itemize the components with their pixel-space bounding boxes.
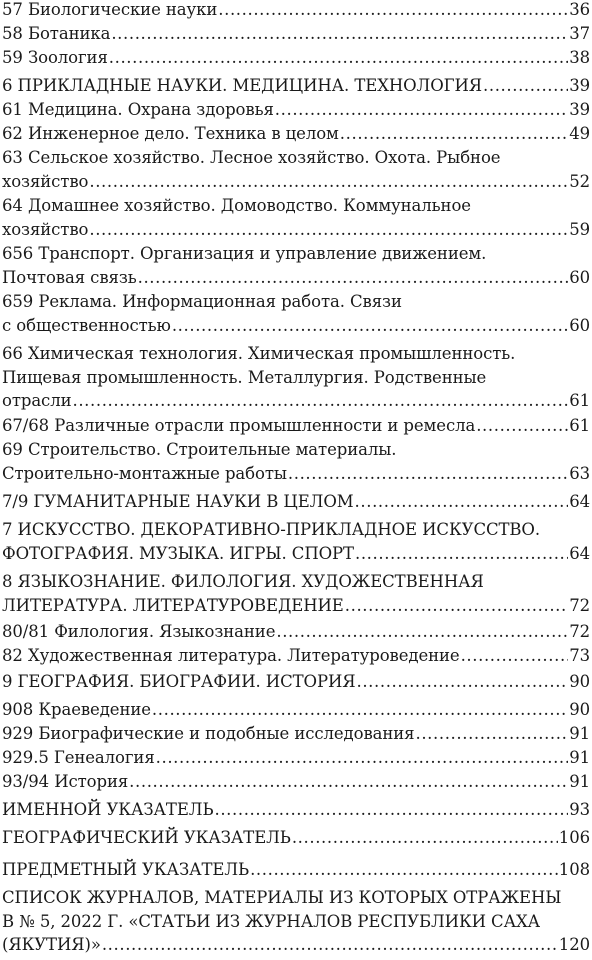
toc-entry-text: (ЯКУТИЯ)» [2, 935, 101, 954]
toc-entry-text: В № 5, 2022 Г. «СТАТЬИ ИЗ ЖУРНАЛОВ РЕСПУБЛИКИ САХА [2, 911, 541, 931]
toc-entry-text: 69 Строительство. Строительные материалы. [2, 440, 397, 459]
dot-leader [172, 314, 568, 338]
toc-entry [2, 490, 590, 516]
toc-entry-text: СПИСОК ЖУРНАЛОВ, МАТЕРИАЛЫ ИЗ КОТОРЫХ ОТРАЖЕНЫ [2, 888, 562, 907]
toc-entry [2, 414, 590, 440]
toc-entry [2, 798, 590, 824]
toc-entry [2, 46, 590, 72]
toc-entry-text: 908 Краеведение [2, 700, 151, 719]
dot-leader [275, 98, 568, 122]
page-number: 90 [569, 700, 590, 719]
toc-entry-text: 63 Сельское хозяйство. Лесное хозяйство. Охота. Рыбное [2, 148, 501, 167]
page-number: 120 [558, 935, 590, 954]
toc-line [2, 644, 590, 668]
toc-entry [2, 858, 590, 884]
toc-entry-text: 6 ПРИКЛАДНЫЕ НАУКИ. МЕДИЦИНА. ТЕХНОЛОГИЯ [2, 76, 482, 95]
dot-leader [109, 46, 568, 70]
toc-entry-text: 61 Медицина. Охрана здоровья [2, 100, 274, 119]
dot-leader [111, 22, 568, 46]
toc-line [2, 218, 590, 242]
toc-entry-text: 59 Зоология [2, 48, 108, 67]
page-number: 39 [569, 100, 590, 119]
toc-entry-text: 57 Биологические науки [2, 0, 218, 19]
dot-leader [355, 542, 568, 566]
toc-entry [2, 644, 590, 670]
toc-entry-text: ФОТОГРАФИЯ. МУЗЫКА. ИГРЫ. СПОРТ [2, 543, 354, 563]
toc-entry-text: 929.5 Генеалогия [2, 748, 155, 767]
toc-line [2, 542, 590, 566]
toc-entry-text: 9 ГЕОГРАФИЯ. БИОГРАФИИ. ИСТОРИЯ [2, 672, 356, 691]
toc-line [2, 46, 590, 70]
toc-entry [2, 698, 590, 724]
toc-entry [2, 0, 590, 24]
toc-line [2, 98, 590, 122]
toc-line [2, 910, 590, 934]
toc-entry-text: 66 Химическая технология. Химическая промышленность. [2, 344, 516, 363]
dot-leader [340, 122, 568, 146]
page-number: 93 [569, 800, 590, 819]
toc-entry-text: хозяйство [2, 171, 89, 191]
toc-line [2, 886, 590, 910]
page-number: 90 [569, 672, 590, 691]
toc-line [2, 146, 590, 170]
toc-entry-text: 62 Инженерное дело. Техника в целом [2, 124, 339, 143]
toc-entry [2, 670, 590, 696]
toc-line [2, 0, 590, 22]
toc-entry [2, 746, 590, 772]
page-number: 91 [569, 772, 590, 791]
toc-entry-text: хозяйство [2, 219, 89, 239]
page-number: 108 [558, 860, 590, 879]
toc-entry-text: 82 Художественная литература. Литературоведение [2, 646, 460, 665]
toc-line [2, 620, 590, 644]
toc-entry [2, 74, 590, 100]
toc-entry [2, 570, 590, 619]
toc-line [2, 314, 590, 338]
toc-line [2, 570, 590, 594]
toc-entry-text: 7 ИСКУССТВО. ДЕКОРАТИВНО-ПРИКЛАДНОЕ ИСКУССТВО. [2, 520, 541, 539]
toc-line [2, 74, 590, 98]
toc-entry [2, 122, 590, 148]
page-number: 72 [569, 622, 590, 641]
toc-line [2, 170, 590, 194]
dot-leader [89, 218, 568, 242]
toc-line [2, 290, 590, 314]
toc-entry [2, 342, 590, 415]
page-number: 38 [569, 48, 590, 67]
toc-entry-text: 8 ЯЗЫКОЗНАНИЕ. ФИЛОЛОГИЯ. ХУДОЖЕСТВЕННАЯ [2, 572, 484, 591]
page-number: 72 [569, 595, 590, 615]
page-number: 52 [569, 171, 590, 191]
page-number: 91 [569, 748, 590, 767]
toc-entry-text: 80/81 Филология. Языкознание [2, 622, 276, 641]
toc-entry-text: Строительно-монтажные работы [2, 463, 287, 483]
page-number: 37 [569, 24, 590, 43]
toc-line [2, 594, 590, 618]
toc-entry [2, 22, 590, 48]
toc-entry [2, 438, 590, 487]
toc-entry [2, 886, 590, 959]
toc-line [2, 798, 590, 822]
dot-leader [415, 722, 568, 746]
dot-leader [356, 670, 568, 694]
dot-leader [276, 620, 568, 644]
dot-leader [218, 0, 568, 22]
toc-line [2, 194, 590, 218]
toc-entry-text: 659 Реклама. Информационная работа. Связи [2, 292, 402, 311]
toc-entry-text: отрасли [2, 391, 72, 410]
page-number: 61 [569, 416, 590, 435]
dot-leader [250, 858, 558, 882]
page-number: 73 [569, 646, 590, 665]
toc-entry [2, 620, 590, 646]
toc-entry [2, 290, 590, 339]
toc-line [2, 518, 590, 542]
page-number: 106 [558, 828, 590, 847]
dot-leader [355, 490, 569, 514]
toc-entry-text: 656 Транспорт. Организация и управление движением. [2, 244, 487, 263]
toc-line [2, 746, 590, 770]
toc-entry-text: ИМЕННОЙ УКАЗАТЕЛЬ [2, 800, 214, 819]
dot-leader [72, 389, 568, 413]
toc-entry [2, 770, 590, 796]
dot-leader [89, 170, 568, 194]
dot-leader [345, 594, 568, 618]
toc-entry [2, 242, 590, 291]
toc-line [2, 389, 590, 413]
dot-leader [129, 770, 568, 794]
toc-entry [2, 194, 590, 243]
toc-entry-text: Почтовая связь [2, 267, 137, 287]
page-number: 49 [569, 124, 590, 143]
page-number: 59 [569, 219, 590, 239]
page-number: 91 [569, 724, 590, 743]
dot-leader [461, 644, 569, 668]
dot-leader [156, 746, 569, 770]
toc-line [2, 122, 590, 146]
toc-line [2, 242, 590, 266]
dot-leader [138, 266, 569, 290]
toc-line [2, 722, 590, 746]
page-number: 64 [569, 492, 590, 511]
toc-entry-text: 93/94 История [2, 772, 129, 791]
page-number: 64 [569, 543, 590, 563]
page-number: 63 [569, 463, 590, 483]
toc-line [2, 490, 590, 514]
page-number: 60 [569, 267, 590, 287]
toc-entry [2, 98, 590, 124]
toc-entry-text: Пищевая промышленность. Металлургия. Родственные [2, 367, 487, 387]
toc-line [2, 22, 590, 46]
page-number: 36 [569, 0, 590, 19]
toc-line [2, 342, 590, 366]
toc-line [2, 438, 590, 462]
page-number: 60 [569, 315, 590, 335]
toc-entry-text: ЛИТЕРАТУРА. ЛИТЕРАТУРОВЕДЕНИЕ [2, 595, 344, 615]
toc-entry-text: 64 Домашнее хозяйство. Домоводство. Коммунальное [2, 196, 471, 215]
toc-entry-text: 58 Ботаника [2, 24, 111, 43]
dot-leader [288, 462, 568, 486]
toc-entry-text: с общественностью [2, 315, 171, 335]
dot-leader [102, 933, 558, 957]
toc-line [2, 698, 590, 722]
toc-entry-text: ГЕОГРАФИЧЕСКИЙ УКАЗАТЕЛЬ [2, 828, 291, 847]
toc-line [2, 933, 590, 957]
dot-leader [292, 826, 558, 850]
toc-entry [2, 146, 590, 195]
toc-line [2, 266, 590, 290]
toc-entry-text: 67/68 Различные отрасли промышленности и ремесла [2, 416, 476, 435]
dot-leader [476, 414, 568, 438]
toc-entry [2, 826, 590, 852]
toc-entry [2, 518, 590, 567]
toc-entry-text: ПРЕДМЕТНЫЙ УКАЗАТЕЛЬ [2, 860, 250, 879]
toc-line [2, 462, 590, 486]
toc-line [2, 826, 590, 850]
toc-line [2, 366, 590, 390]
dot-leader [214, 798, 568, 822]
toc-line [2, 670, 590, 694]
toc-entry-text: 929 Биографические и подобные исследования [2, 724, 415, 743]
dot-leader [152, 698, 568, 722]
toc-line [2, 414, 590, 438]
page-number: 61 [569, 391, 590, 410]
toc-line [2, 770, 590, 794]
toc-entry [2, 722, 590, 748]
page-number: 39 [569, 76, 590, 95]
toc-entry-text: 7/9 ГУМАНИТАРНЫЕ НАУКИ В ЦЕЛОМ [2, 492, 354, 511]
toc-line [2, 858, 590, 882]
dot-leader [483, 74, 568, 98]
